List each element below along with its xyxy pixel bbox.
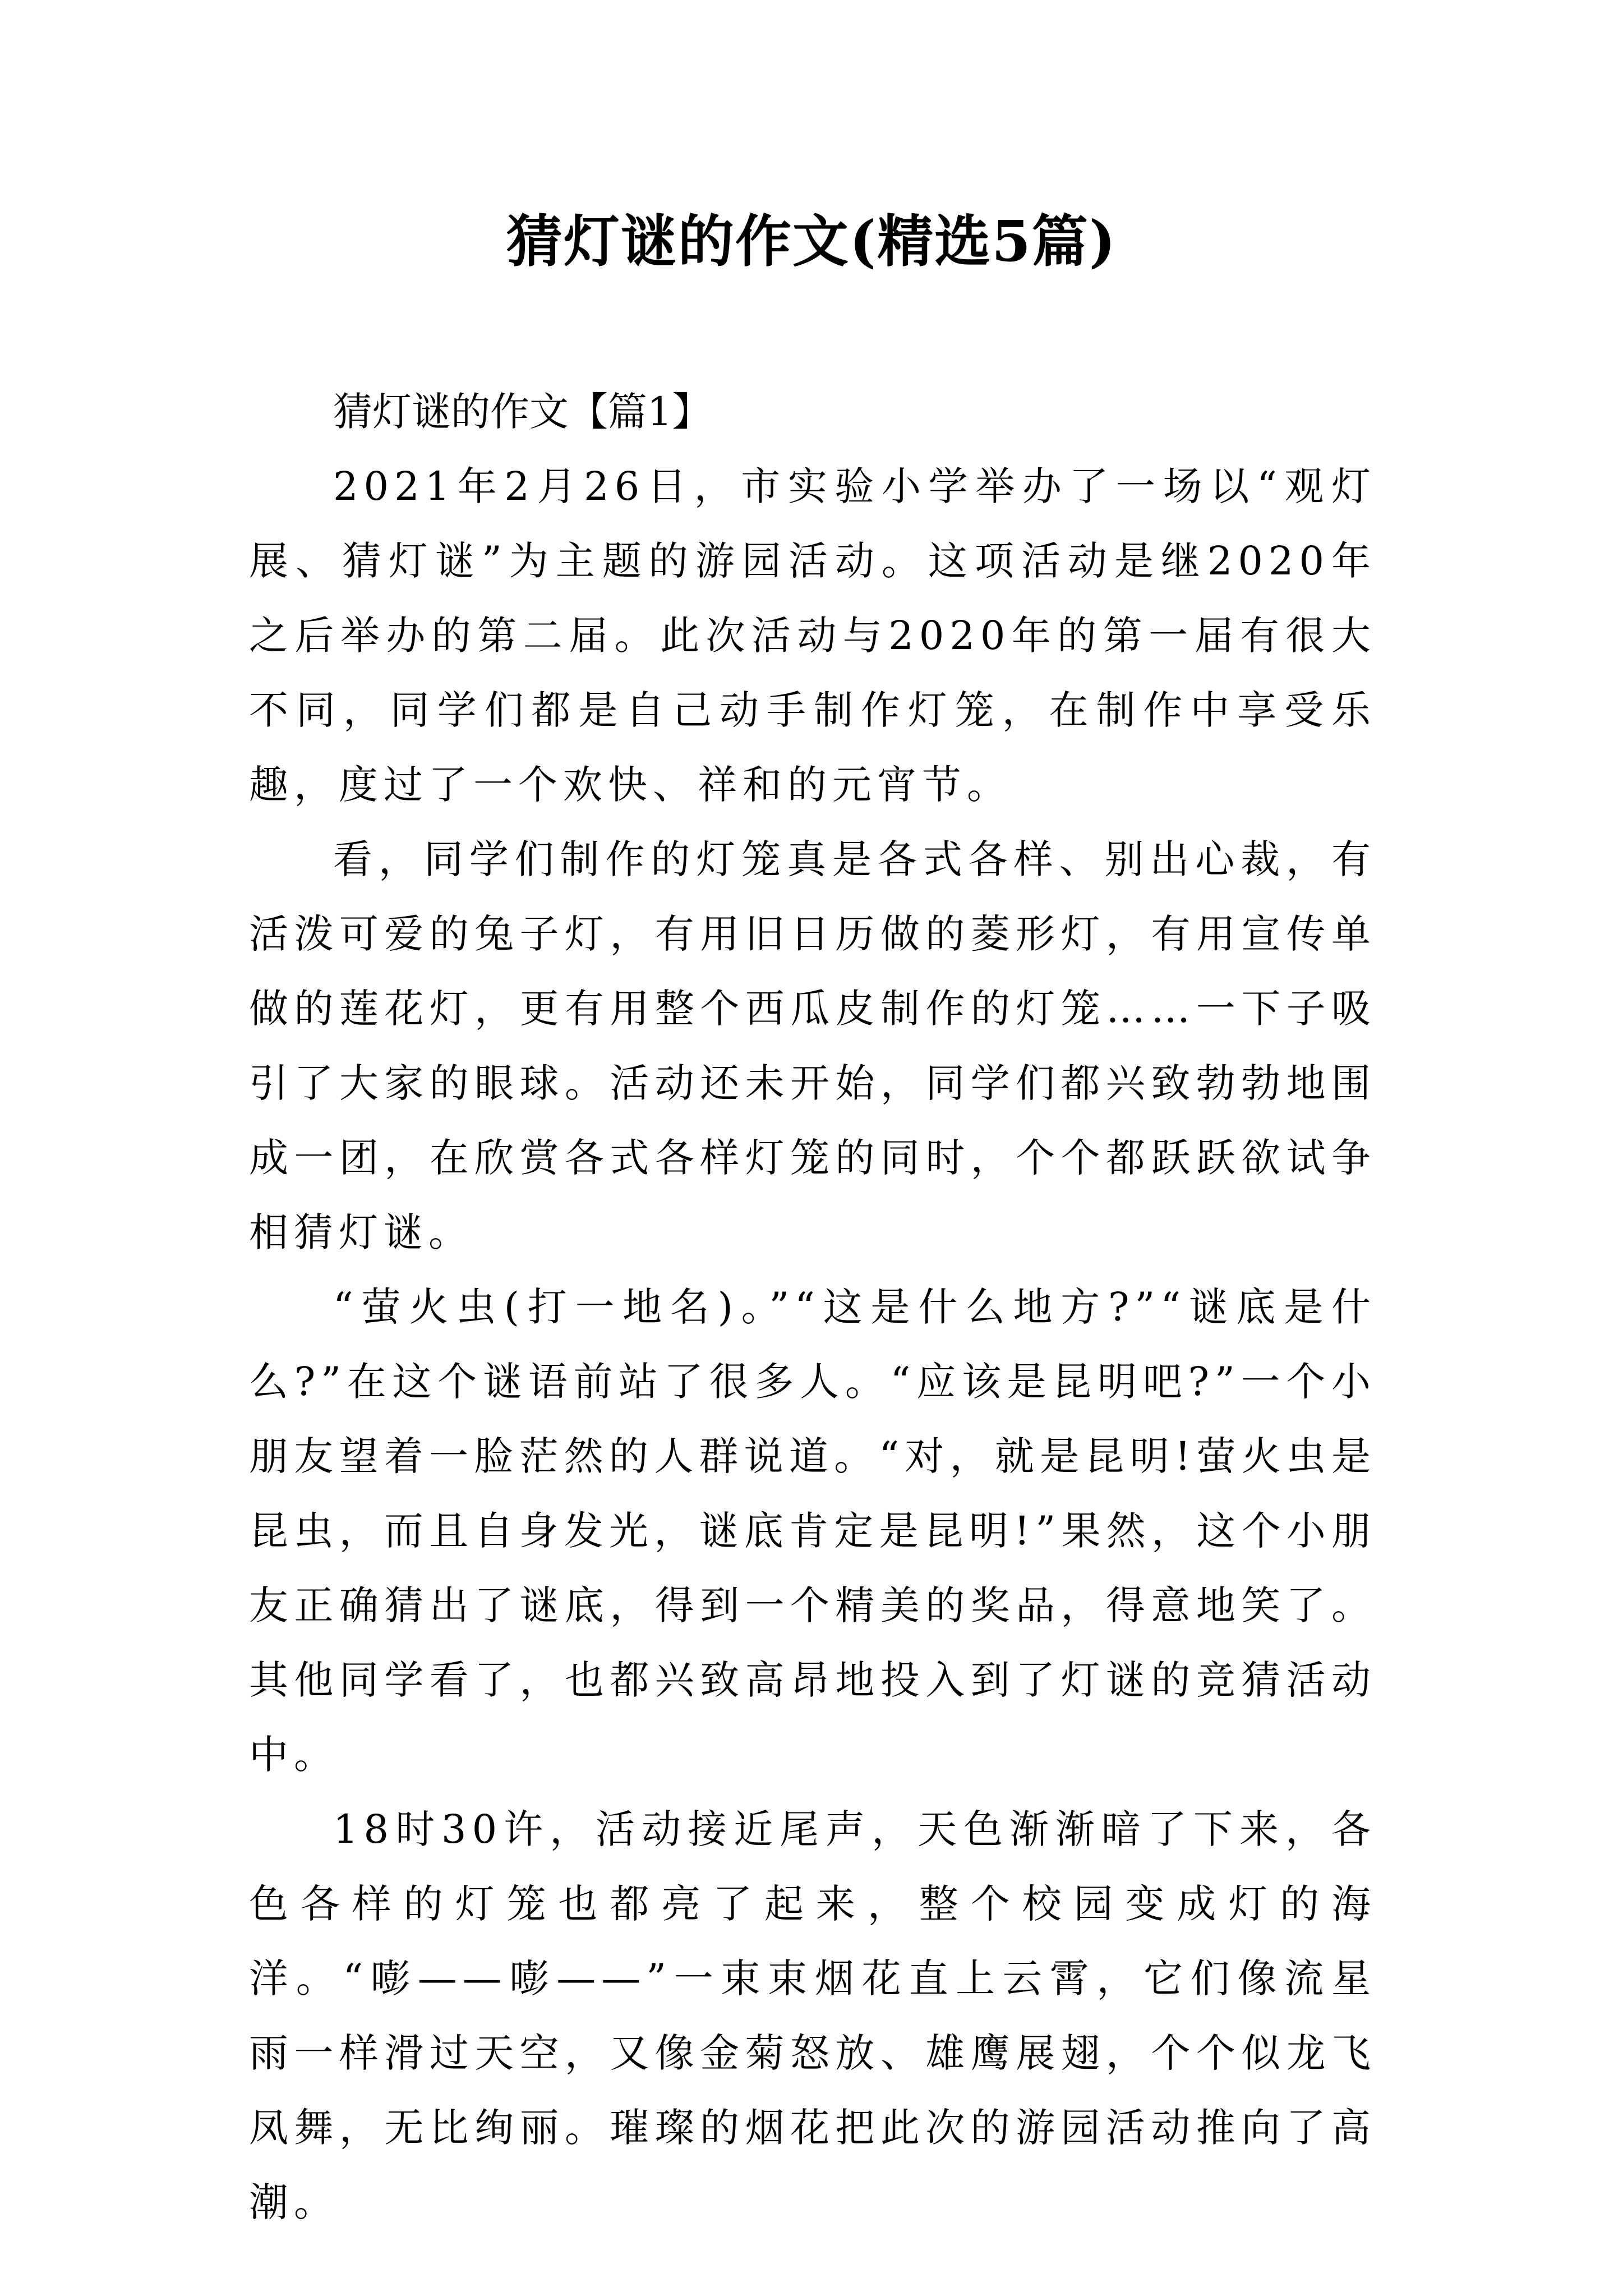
paragraph-1: 2021年2月26日，市实验小学举办了一场以“观灯展、猜灯谜”为主题的游园活动。这项活动是继2020年之后举办的第二届。此次活动与2020年的第一届有很大不同，同学们都是自己动手制作灯笼，在制作中享受乐趣，度过了一个欢快、祥和的元宵节。 — [249, 463, 1376, 808]
paragraph-3: “萤火虫(打一地名)。”“这是什么地方?”“谜底是什么?”在这个谜语前站了很多人。“应该是昆明吧?”一个小朋友望着一脸茫然的人群说道。“对，就是昆明!萤火虫是昆虫，而且自身发光，谜底肯定是昆明!”果然，这个小朋友正确猜出了谜底，得到一个精美的奖品，得意地笑了。其他同学看了，也都兴致高昂地投入到了灯谜的竞猜活动中。 — [249, 1284, 1376, 1778]
paragraph-2: 看，同学们制作的灯笼真是各式各样、别出心裁，有活泼可爱的兔子灯，有用旧日历做的菱形灯，有用宣传单做的莲花灯，更有用整个西瓜皮制作的灯笼……一下子吸引了大家的眼球。活动还未开始，同学们都兴致勃勃地围成一团，在欣赏各式各样灯笼的同时，个个都跃跃欲试争相猜灯谜。 — [249, 836, 1376, 1255]
document-title: 猜灯谜的作文(精选5篇) — [506, 208, 1117, 274]
section-heading: 猜灯谜的作文【篇1】 — [333, 389, 712, 435]
document-body — [249, 375, 1376, 2240]
paragraph-4: 18时30许，活动接近尾声，天色渐渐暗了下来，各色各样的灯笼也都亮了起来，整个校园变成灯的海洋。“嘭——嘭——”一束束烟花直上云霄，它们像流星雨一样滑过天空，又像金菊怒放、雄鹰展翅，个个似龙飞凤舞，无比绚丽。璀璨的烟花把此次的游园活动推向了高潮。 — [249, 1806, 1376, 2225]
